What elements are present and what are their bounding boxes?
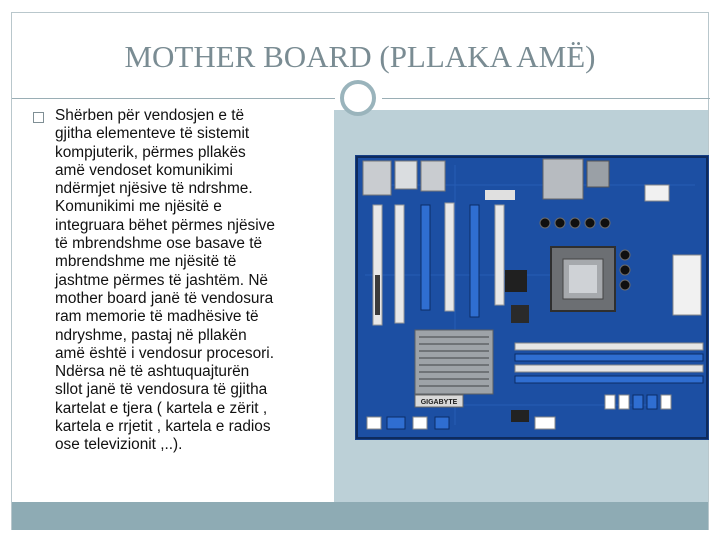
title-divider-left [12, 98, 335, 99]
motherboard-photo [355, 155, 709, 440]
chip-2 [511, 305, 529, 323]
title-divider-right [382, 98, 710, 99]
io-port-4 [543, 159, 583, 199]
io-port-1 [363, 161, 391, 195]
sata-ports [605, 395, 671, 409]
bios-chip [511, 410, 529, 422]
cpu-power-connector [645, 185, 669, 201]
cpu-pins [569, 265, 597, 293]
pcie-slot-4 [495, 205, 504, 305]
pcie-slot-1 [421, 205, 430, 310]
square-bullet-icon [33, 112, 44, 123]
io-port-5 [587, 161, 609, 187]
io-port-3 [421, 161, 445, 191]
chipset-heatsink [415, 330, 493, 394]
pcie-slot-3 [470, 205, 479, 317]
pci-slot-1-contacts [375, 275, 380, 315]
atx-power-connector [673, 255, 701, 315]
bullet-text: Shërben për vendosjen e të gjitha elementeve të sistemit kompjuterik, përmes pllakës amë vendoset komunikimi ndërmjet njësive të ndrshme. Komunikimi me njësitë e integruara bëhet përmes njësive të mbrendshme ose basave të mbrendshme me njësitë të jashtme përmes të jashtëm. Në mother board janë të vendosura ram memorie të madhësive të ndryshme, pastaj në pllakën amë është i vendosur procesori. Ndërsa në të ashtuquajturën sllot janë të vendosura të gjitha kartelat e tjera ( kartela e zërit , kartela e rrjetit , kartela e radios ose televizionit ,..). [55, 107, 275, 454]
pcie-slot-2 [445, 203, 454, 311]
pci-slot-2 [395, 205, 404, 323]
brand-label: GIGABYTE [420, 399, 458, 406]
ram-slot-3 [515, 365, 703, 372]
decorative-circle-icon [340, 80, 376, 116]
slide-title: MOTHER BOARD (PLLAKA AMË) [124, 39, 596, 74]
ram-slot-1 [515, 343, 703, 350]
ram-slot-4 [515, 376, 703, 383]
footer-bar [12, 502, 708, 530]
sticker [485, 190, 515, 200]
motherboard-svg [355, 155, 709, 440]
chip-1 [505, 270, 527, 292]
ram-slot-2 [515, 354, 703, 361]
io-port-2 [395, 161, 417, 189]
